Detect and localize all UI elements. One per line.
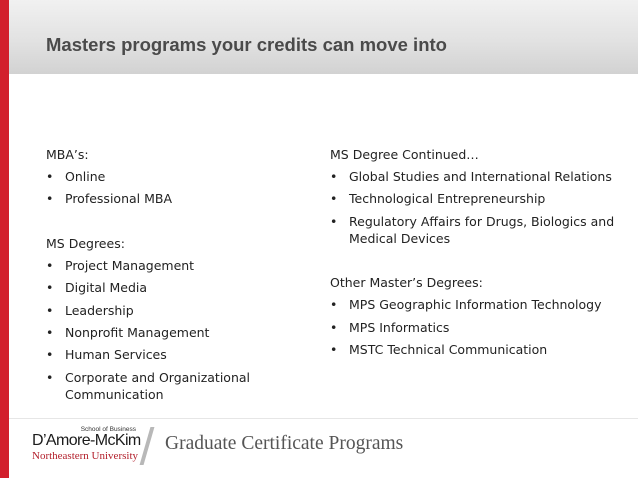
footer-title: Graduate Certificate Programs <box>165 433 404 454</box>
title-bar <box>9 0 638 74</box>
list-item: • Leadership <box>46 302 134 318</box>
logo-name-text: D’Amore-McKim <box>32 432 141 449</box>
list-item: • Human Services <box>46 347 167 363</box>
list-item: • Regulatory Affairs for Drugs, Biologics and Medical Devices <box>330 213 615 246</box>
right-column <box>330 146 620 363</box>
bullet: • <box>46 324 54 340</box>
list-item: • Nonprofit Management <box>46 324 210 340</box>
bullet: • <box>330 169 338 184</box>
bullet-list <box>330 168 620 247</box>
list-item: • Online <box>46 169 106 184</box>
list-item: • MPS Geographic Information Technology <box>330 297 602 313</box>
bullet: • <box>330 213 338 229</box>
bullet: • <box>46 280 54 296</box>
section-ms-continued <box>330 146 620 247</box>
logo-school-text: School of Business <box>80 426 136 433</box>
list-item: • MPS Informatics <box>330 319 450 335</box>
school-logo <box>32 425 158 465</box>
bullet: • <box>46 369 54 385</box>
section-heading: MS Degree Continued… <box>330 147 479 162</box>
section-other-masters <box>330 274 620 358</box>
list-item: • Global Studies and International Relations <box>330 169 612 184</box>
list-item: • Technological Entrepreneurship <box>330 191 546 207</box>
bullet: • <box>46 302 54 318</box>
logo-university-text: Northeastern University <box>32 450 138 462</box>
accent-bar <box>0 0 9 478</box>
section-ms-degrees <box>46 235 286 403</box>
section-heading: Other Master’s Degrees: <box>330 275 483 291</box>
bullet: • <box>330 297 338 313</box>
list-item: • Project Management <box>46 257 195 273</box>
list-item: • MSTC Technical Communication <box>330 341 548 357</box>
section-heading: MS Degrees: <box>46 235 125 251</box>
bullet-list <box>46 168 286 207</box>
list-item: • Corporate and Organizational Communication <box>46 369 250 402</box>
bullet-list <box>46 257 286 403</box>
section-heading: MBA’s: <box>46 147 89 162</box>
list-item: • Professional MBA <box>46 191 173 207</box>
left-column <box>46 146 286 408</box>
bullet: • <box>46 257 54 273</box>
bullet: • <box>330 341 338 357</box>
bullet-list <box>330 296 620 358</box>
bullet: • <box>330 191 338 207</box>
bullet: • <box>46 191 54 207</box>
list-item: • Digital Media <box>46 280 148 296</box>
section-mba <box>46 146 286 207</box>
slide-title: Masters programs your credits can move into <box>46 34 447 55</box>
footer-divider <box>9 418 638 419</box>
bullet: • <box>330 319 338 335</box>
bullet: • <box>46 347 54 363</box>
bullet: • <box>46 169 54 184</box>
